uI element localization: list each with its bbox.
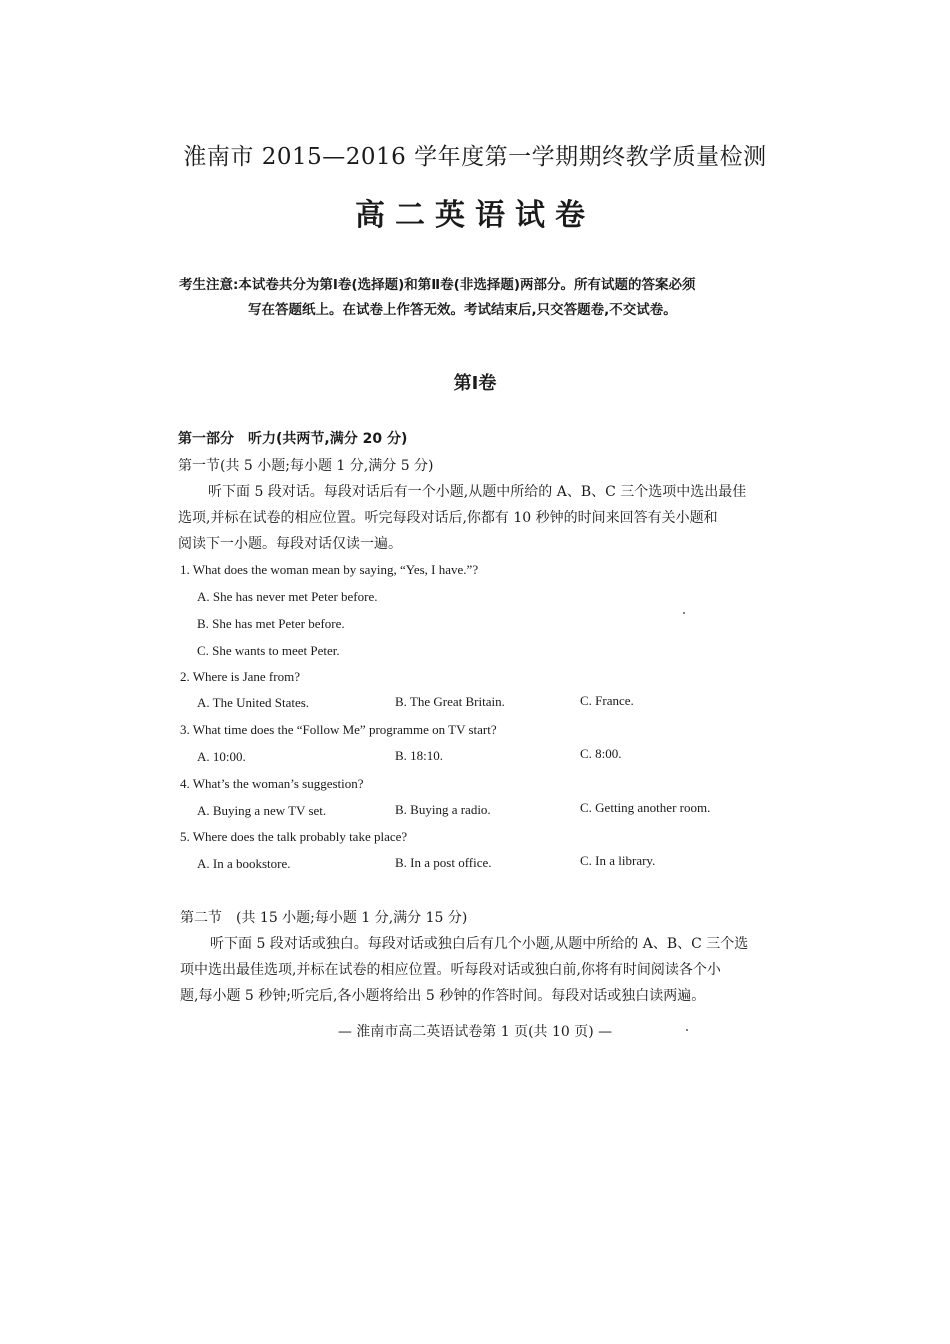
answer-option: C. Getting another room. xyxy=(580,800,711,815)
exam-subtitle: 高二英语试卷 xyxy=(355,198,595,233)
answer-option: B. She has met Peter before. xyxy=(197,616,345,631)
section-heading: 第二节 (共 15 小题;每小题 1 分,满分 15 分) xyxy=(180,910,468,926)
scan-speck xyxy=(686,1029,688,1031)
answer-option: C. In a library. xyxy=(580,853,656,868)
answer-option: A. In a bookstore. xyxy=(197,856,291,871)
question-stem: 3. What time does the “Follow Me” programme on TV start? xyxy=(180,722,497,737)
answer-option: B. Buying a radio. xyxy=(395,802,491,817)
instruction-line: 阅读下一小题。每段对话仅读一遍。 xyxy=(178,536,402,552)
part-heading: 第一部分 听力(共两节,满分 20 分) xyxy=(178,431,408,447)
notice-line-2: 写在答题纸上。在试卷上作答无效。考试结束后,只交答题卷,不交试卷。 xyxy=(248,302,677,318)
question-stem: 4. What’s the woman’s suggestion? xyxy=(180,776,364,791)
question-stem: 5. Where does the talk probably take place? xyxy=(180,829,408,844)
answer-option: A. The United States. xyxy=(197,695,310,710)
answer-option: C. France. xyxy=(580,693,634,708)
page-footer: — 淮南市高二英语试卷第 1 页(共 10 页) — xyxy=(337,1024,613,1040)
scan-speck xyxy=(683,612,685,614)
section-heading: 第一节(共 5 小题;每小题 1 分,满分 5 分) xyxy=(178,458,434,474)
answer-option: C. She wants to meet Peter. xyxy=(197,643,340,658)
answer-option: A. She has never met Peter before. xyxy=(197,589,378,604)
exam-title: 淮南市 2015—2016 学年度第一学期期终教学质量检测 xyxy=(183,144,767,170)
instruction-line: 项中选出最佳选项,并标在试卷的相应位置。听每段对话或独白前,你将有时间阅读各个小 xyxy=(180,962,721,978)
answer-option: B. 18:10. xyxy=(395,748,444,763)
question-stem: 1. What does the woman mean by saying, “Yes, I have.”? xyxy=(180,562,479,577)
answer-option: A. Buying a new TV set. xyxy=(197,803,327,818)
answer-option: B. In a post office. xyxy=(395,855,492,870)
answer-option: B. The Great Britain. xyxy=(395,694,505,709)
answer-option: C. 8:00. xyxy=(580,746,622,761)
instruction-line: 听下面 5 段对话或独白。每段对话或独白后有几个小题,从题中所给的 A、B、C 三个选 xyxy=(210,936,749,952)
instruction-line: 题,每小题 5 秒钟;听完后,各小题将给出 5 秒钟的作答时间。每段对话或独白读两遍。 xyxy=(180,988,706,1004)
volume-heading: 第Ⅰ卷 xyxy=(453,373,497,394)
notice-line-1: 考生注意:本试卷共分为第Ⅰ卷(选择题)和第Ⅱ卷(非选择题)两部分。所有试题的答案必须 xyxy=(179,277,696,293)
question-stem: 2. Where is Jane from? xyxy=(180,669,300,684)
instruction-line: 听下面 5 段对话。每段对话后有一个小题,从题中所给的 A、B、C 三个选项中选出最佳 xyxy=(208,484,747,500)
instruction-line: 选项,并标在试卷的相应位置。听完每段对话后,你都有 10 秒钟的时间来回答有关小题和 xyxy=(178,510,718,526)
answer-option: A. 10:00. xyxy=(197,749,246,764)
